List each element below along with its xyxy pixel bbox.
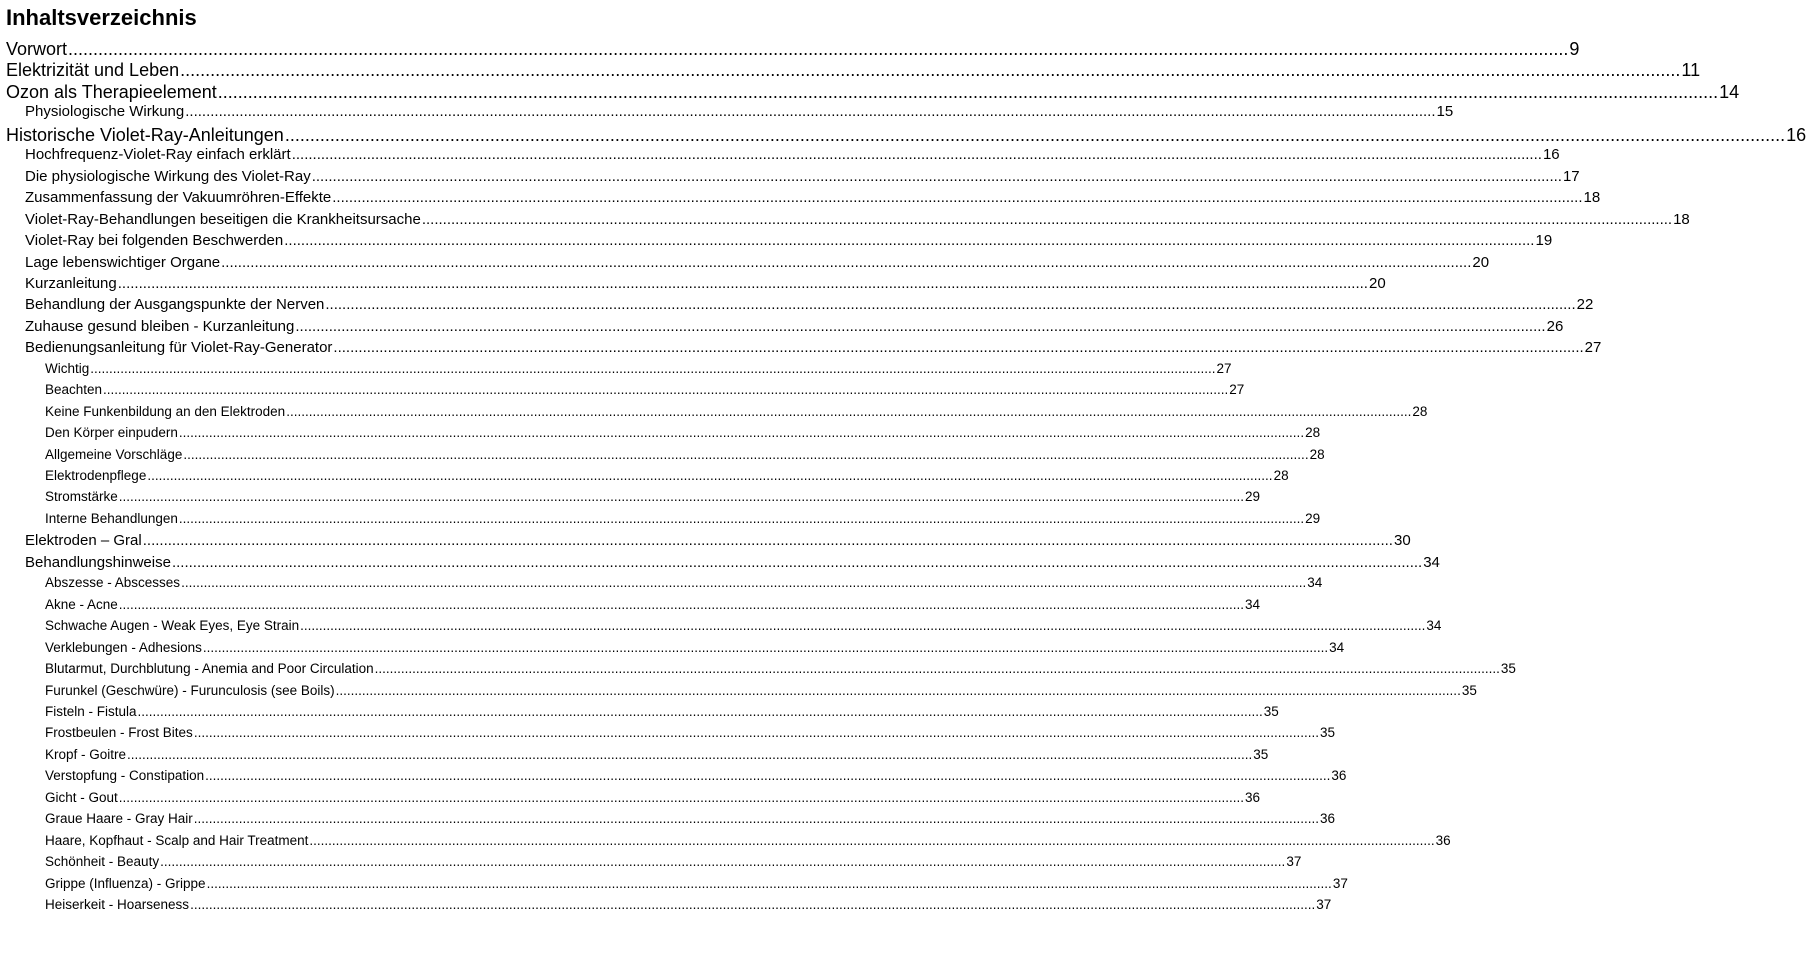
toc-entry[interactable] bbox=[45, 660, 1516, 678]
toc-entry-page-number: 29 bbox=[1245, 489, 1261, 505]
toc-entry-label: Interne Behandlungen bbox=[45, 510, 178, 526]
toc-entry[interactable] bbox=[45, 488, 1261, 506]
toc-entry-page-number: 36 bbox=[1331, 768, 1347, 784]
toc-entry-page-number: 15 bbox=[1436, 103, 1454, 121]
toc-entry[interactable] bbox=[45, 853, 1302, 871]
toc-dot-leader: ............................................................................................................................................................................................................................................................................................................ bbox=[374, 661, 1500, 677]
toc-entry[interactable] bbox=[25, 295, 1594, 315]
toc-entry-page-number: 36 bbox=[1435, 832, 1451, 848]
toc-entry-label: Bedienungsanleitung für Violet-Ray-Generator bbox=[25, 339, 333, 357]
toc-dot-leader: ............................................................................................................................................................................................................................................................................................................ bbox=[178, 425, 1305, 441]
toc-entry-page-number: 27 bbox=[1216, 360, 1232, 376]
toc-entry-page-number: 36 bbox=[1320, 811, 1336, 827]
toc-entry-page-number: 18 bbox=[1583, 189, 1601, 207]
toc-entry[interactable] bbox=[25, 102, 1454, 122]
toc-entry-label: Blutarmut, Durchblutung - Anemia and Poor Circulation bbox=[45, 661, 374, 677]
toc-entry-page-number: 27 bbox=[1584, 339, 1602, 357]
toc-dot-leader: ............................................................................................................................................................................................................................................................................................................ bbox=[103, 382, 1229, 398]
toc-entry-label: Lage lebenswichtiger Organe bbox=[25, 253, 221, 271]
toc-entry-label: Kropf - Goitre bbox=[45, 746, 127, 762]
toc-entry[interactable] bbox=[25, 274, 1386, 294]
toc-entry[interactable] bbox=[6, 124, 1806, 146]
toc-entry-page-number: 35 bbox=[1500, 661, 1516, 677]
toc-entry[interactable] bbox=[45, 682, 1477, 700]
toc-entry-label: Den Körper einpudern bbox=[45, 425, 178, 441]
toc-entry-page-number: 35 bbox=[1253, 746, 1269, 762]
toc-entry[interactable] bbox=[45, 360, 1232, 378]
toc-dot-leader: ............................................................................................................................................................................................................................................................................................................ bbox=[171, 553, 1423, 571]
toc-dot-leader: ............................................................................................................................................................................................................................................................................................................ bbox=[160, 854, 1286, 870]
toc-entry-page-number: 20 bbox=[1368, 274, 1386, 292]
toc-dot-leader: ............................................................................................................................................................................................................................................................................................................ bbox=[68, 39, 1569, 59]
toc-dot-leader: ............................................................................................................................................................................................................................................................................................................ bbox=[284, 124, 1786, 145]
toc-entry-label: Keine Funkenbildung an den Elektroden bbox=[45, 403, 286, 419]
toc-entry-page-number: 14 bbox=[1719, 81, 1740, 102]
toc-entry-page-number: 37 bbox=[1332, 875, 1348, 891]
toc-entry[interactable] bbox=[25, 167, 1580, 187]
toc-entry[interactable] bbox=[45, 596, 1261, 614]
toc-entry-page-number: 22 bbox=[1576, 296, 1594, 314]
toc-entry-label: Behandlung der Ausgangspunkte der Nerven bbox=[25, 296, 325, 314]
toc-entry-label: Die physiologische Wirkung des Violet-Ray bbox=[25, 167, 311, 185]
toc-entry-label: Frostbeulen - Frost Bites bbox=[45, 725, 193, 741]
toc-entry[interactable] bbox=[45, 510, 1321, 528]
toc-entry-label: Violet-Ray-Behandlungen beseitigen die Krankheitsursache bbox=[25, 210, 421, 228]
toc-entry-label: Schönheit - Beauty bbox=[45, 854, 160, 870]
toc-dot-leader: ............................................................................................................................................................................................................................................................................................................ bbox=[286, 403, 1412, 419]
toc-dot-leader: ............................................................................................................................................................................................................................................................................................................ bbox=[335, 682, 1461, 698]
toc-entry[interactable] bbox=[45, 875, 1348, 893]
toc-entry-label: Zusammenfassung der Vakuumröhren-Effekte bbox=[25, 189, 332, 207]
toc-entry[interactable] bbox=[6, 38, 1580, 60]
toc-entry-label: Behandlungshinweise bbox=[25, 553, 171, 571]
toc-entry-page-number: 30 bbox=[1393, 532, 1411, 550]
toc-entry[interactable] bbox=[45, 574, 1323, 592]
toc-entry-label: Furunkel (Geschwüre) - Furunculosis (see Boils) bbox=[45, 682, 335, 698]
toc-dot-leader: ............................................................................................................................................................................................................................................................................................................ bbox=[300, 618, 1426, 634]
toc-entry-label: Zuhause gesund bleiben - Kurzanleitung bbox=[25, 317, 295, 335]
toc-entry-page-number: 11 bbox=[1681, 60, 1701, 81]
toc-dot-leader: ............................................................................................................................................................................................................................................................................................................ bbox=[142, 532, 1393, 550]
toc-entry[interactable] bbox=[45, 446, 1325, 464]
toc-dot-leader: ............................................................................................................................................................................................................................................................................................................ bbox=[205, 768, 1331, 784]
toc-entry[interactable] bbox=[45, 832, 1451, 850]
toc-entry-page-number: 16 bbox=[1786, 124, 1806, 145]
toc-entry-page-number: 27 bbox=[1229, 382, 1245, 398]
toc-entry-page-number: 17 bbox=[1562, 167, 1580, 185]
toc-dot-leader: ............................................................................................................................................................................................................................................................................................................ bbox=[127, 746, 1253, 762]
toc-entry-label: Kurzanleitung bbox=[25, 274, 117, 292]
toc-entry-label: Grippe (Influenza) - Grippe bbox=[45, 875, 206, 891]
toc-entry[interactable] bbox=[45, 639, 1345, 657]
toc-entry[interactable] bbox=[25, 531, 1411, 551]
toc-dot-leader: ............................................................................................................................................................................................................................................................................................................ bbox=[178, 510, 1305, 526]
toc-dot-leader: ............................................................................................................................................................................................................................................................................................................ bbox=[421, 210, 1673, 228]
toc-entry[interactable] bbox=[6, 81, 1740, 103]
toc-entry-label: Elektrodenpflege bbox=[45, 468, 147, 483]
toc-entry-page-number: 34 bbox=[1329, 639, 1345, 655]
toc-dot-leader: ............................................................................................................................................................................................................................................................................................................ bbox=[147, 468, 1273, 483]
toc-entry-page-number: 19 bbox=[1535, 232, 1553, 250]
toc-entry-label: Akne - Acne bbox=[45, 596, 118, 612]
toc-entry-label: Heiserkeit - Hoarseness bbox=[45, 897, 190, 912]
toc-entry[interactable] bbox=[25, 145, 1560, 165]
toc-entry-page-number: 16 bbox=[1542, 146, 1560, 164]
toc-dot-leader: ............................................................................................................................................................................................................................................................................................................ bbox=[221, 253, 1472, 271]
toc-entry[interactable] bbox=[25, 317, 1564, 337]
toc-dot-leader: ............................................................................................................................................................................................................................................................................................................ bbox=[90, 360, 1216, 376]
toc-dot-leader: ............................................................................................................................................................................................................................................................................................................ bbox=[193, 811, 1320, 827]
toc-entry[interactable] bbox=[45, 789, 1261, 807]
toc-entry-label: Elektroden – Gral bbox=[25, 532, 142, 550]
toc-entry-label: Elektrizität und Leben bbox=[6, 60, 180, 81]
toc-entry-label: Graue Haare - Gray Hair bbox=[45, 811, 193, 827]
toc-entry[interactable] bbox=[25, 210, 1690, 230]
toc-entry[interactable] bbox=[45, 746, 1269, 764]
toc-entry-label: Allgemeine Vorschläge bbox=[45, 446, 183, 462]
toc-entry-page-number: 18 bbox=[1673, 210, 1690, 228]
toc-dot-leader: ............................................................................................................................................................................................................................................................................................................ bbox=[311, 167, 1562, 185]
toc-entry-page-number: 34 bbox=[1245, 596, 1261, 612]
toc-entry-label: Hochfrequenz-Violet-Ray einfach erklärt bbox=[25, 146, 291, 164]
toc-entry-label: Historische Violet-Ray-Anleitungen bbox=[6, 124, 284, 145]
toc-dot-leader: ............................................................................................................................................................................................................................................................................................................ bbox=[180, 60, 1681, 81]
toc-entry-page-number: 37 bbox=[1316, 897, 1332, 912]
toc-entry-page-number: 35 bbox=[1263, 703, 1279, 719]
toc-dot-leader: ............................................................................................................................................................................................................................................................................................................ bbox=[118, 489, 1245, 505]
toc-entry-label: Violet-Ray bei folgenden Beschwerden bbox=[25, 232, 284, 250]
toc-entry-label: Schwache Augen - Weak Eyes, Eye Strain bbox=[45, 618, 300, 634]
toc-entry-label: Fisteln - Fistula bbox=[45, 703, 137, 719]
toc-entry[interactable] bbox=[45, 617, 1442, 635]
toc-entry-label: Vorwort bbox=[6, 39, 68, 59]
toc-dot-leader: ............................................................................................................................................................................................................................................................................................................ bbox=[325, 296, 1576, 314]
toc-entry-label: Haare, Kopfhaut - Scalp and Hair Treatment bbox=[45, 832, 309, 848]
toc-entry[interactable] bbox=[45, 810, 1336, 828]
toc-entry-label: Stromstärke bbox=[45, 489, 118, 505]
toc-entry-label: Ozon als Therapieelement bbox=[6, 81, 217, 102]
toc-entry-page-number: 28 bbox=[1305, 425, 1321, 441]
toc-entry-page-number: 37 bbox=[1286, 854, 1302, 870]
toc-entry[interactable] bbox=[25, 253, 1490, 273]
toc-dot-leader: ............................................................................................................................................................................................................................................................................................................ bbox=[332, 189, 1583, 207]
toc-entry-page-number: 35 bbox=[1461, 682, 1477, 698]
toc-entry-page-number: 34 bbox=[1426, 618, 1442, 634]
toc-entry-page-number: 9 bbox=[1569, 39, 1580, 59]
toc-dot-leader: ............................................................................................................................................................................................................................................................................................................ bbox=[118, 789, 1245, 805]
toc-entry[interactable] bbox=[45, 467, 1289, 485]
toc-entry-label: Abszesse - Abscesses bbox=[45, 575, 181, 591]
toc-entry-label: Beachten bbox=[45, 382, 103, 398]
toc-entry-label: Physiologische Wirkung bbox=[25, 103, 185, 121]
toc-entry[interactable] bbox=[6, 59, 1701, 81]
toc-entry-page-number: 36 bbox=[1245, 789, 1261, 805]
toc-dot-leader: ............................................................................................................................................................................................................................................................................................................ bbox=[118, 596, 1245, 612]
toc-entry-page-number: 35 bbox=[1320, 725, 1336, 741]
toc-entry-label: Verstopfung - Constipation bbox=[45, 768, 205, 784]
toc-entry-page-number: 26 bbox=[1546, 317, 1564, 335]
toc-entry[interactable] bbox=[25, 188, 1601, 208]
toc-entry-page-number: 34 bbox=[1307, 575, 1323, 591]
toc-dot-leader: ............................................................................................................................................................................................................................................................................................................ bbox=[117, 274, 1368, 292]
toc-entry-page-number: 20 bbox=[1472, 253, 1490, 271]
toc-entry-page-number: 29 bbox=[1305, 510, 1321, 526]
toc-dot-leader: ............................................................................................................................................................................................................................................................................................................ bbox=[291, 146, 1542, 164]
toc-entry[interactable] bbox=[45, 703, 1279, 721]
toc-entry-page-number: 28 bbox=[1309, 446, 1325, 462]
toc-entry[interactable] bbox=[45, 424, 1321, 442]
toc-entry-page-number: 28 bbox=[1412, 403, 1428, 419]
toc-entry-label: Wichtig bbox=[45, 360, 90, 376]
toc-entry-page-number: 34 bbox=[1423, 553, 1440, 571]
toc-dot-leader: ............................................................................................................................................................................................................................................................................................................ bbox=[284, 232, 1535, 250]
toc-entry-label: Gicht - Gout bbox=[45, 789, 118, 805]
toc-entry[interactable] bbox=[45, 767, 1347, 785]
toc-dot-leader: ............................................................................................................................................................................................................................................................................................................ bbox=[333, 339, 1584, 357]
toc-entry[interactable] bbox=[25, 338, 1602, 358]
toc-dot-leader: ............................................................................................................................................................................................................................................................................................................ bbox=[295, 317, 1546, 335]
toc-entry[interactable] bbox=[25, 553, 1440, 573]
toc-dot-leader: ............................................................................................................................................................................................................................................................................................................ bbox=[185, 103, 1436, 121]
toc-dot-leader: ............................................................................................................................................................................................................................................................................................................ bbox=[137, 703, 1263, 719]
toc-dot-leader: ............................................................................................................................................................................................................................................................................................................ bbox=[206, 875, 1332, 891]
toc-entry[interactable] bbox=[25, 231, 1553, 251]
toc-entry[interactable] bbox=[45, 381, 1245, 399]
toc-dot-leader: ............................................................................................................................................................................................................................................................................................................ bbox=[193, 725, 1320, 741]
toc-dot-leader: ............................................................................................................................................................................................................................................................................................................ bbox=[190, 897, 1316, 912]
toc-entry-label: Verklebungen - Adhesions bbox=[45, 639, 202, 655]
toc-entry-page-number: 28 bbox=[1273, 468, 1289, 483]
toc-entry[interactable] bbox=[45, 724, 1336, 742]
toc-dot-leader: ............................................................................................................................................................................................................................................................................................................ bbox=[217, 81, 1719, 102]
toc-dot-leader: ............................................................................................................................................................................................................................................................................................................ bbox=[309, 832, 1435, 848]
page-title: Inhaltsverzeichnis bbox=[6, 5, 197, 30]
toc-dot-leader: ............................................................................................................................................................................................................................................................................................................ bbox=[181, 575, 1307, 591]
toc-entry[interactable] bbox=[45, 896, 1332, 914]
toc-dot-leader: ............................................................................................................................................................................................................................................................................................................ bbox=[183, 446, 1309, 462]
toc-entry[interactable] bbox=[45, 403, 1428, 421]
toc-dot-leader: ............................................................................................................................................................................................................................................................................................................ bbox=[202, 639, 1329, 655]
